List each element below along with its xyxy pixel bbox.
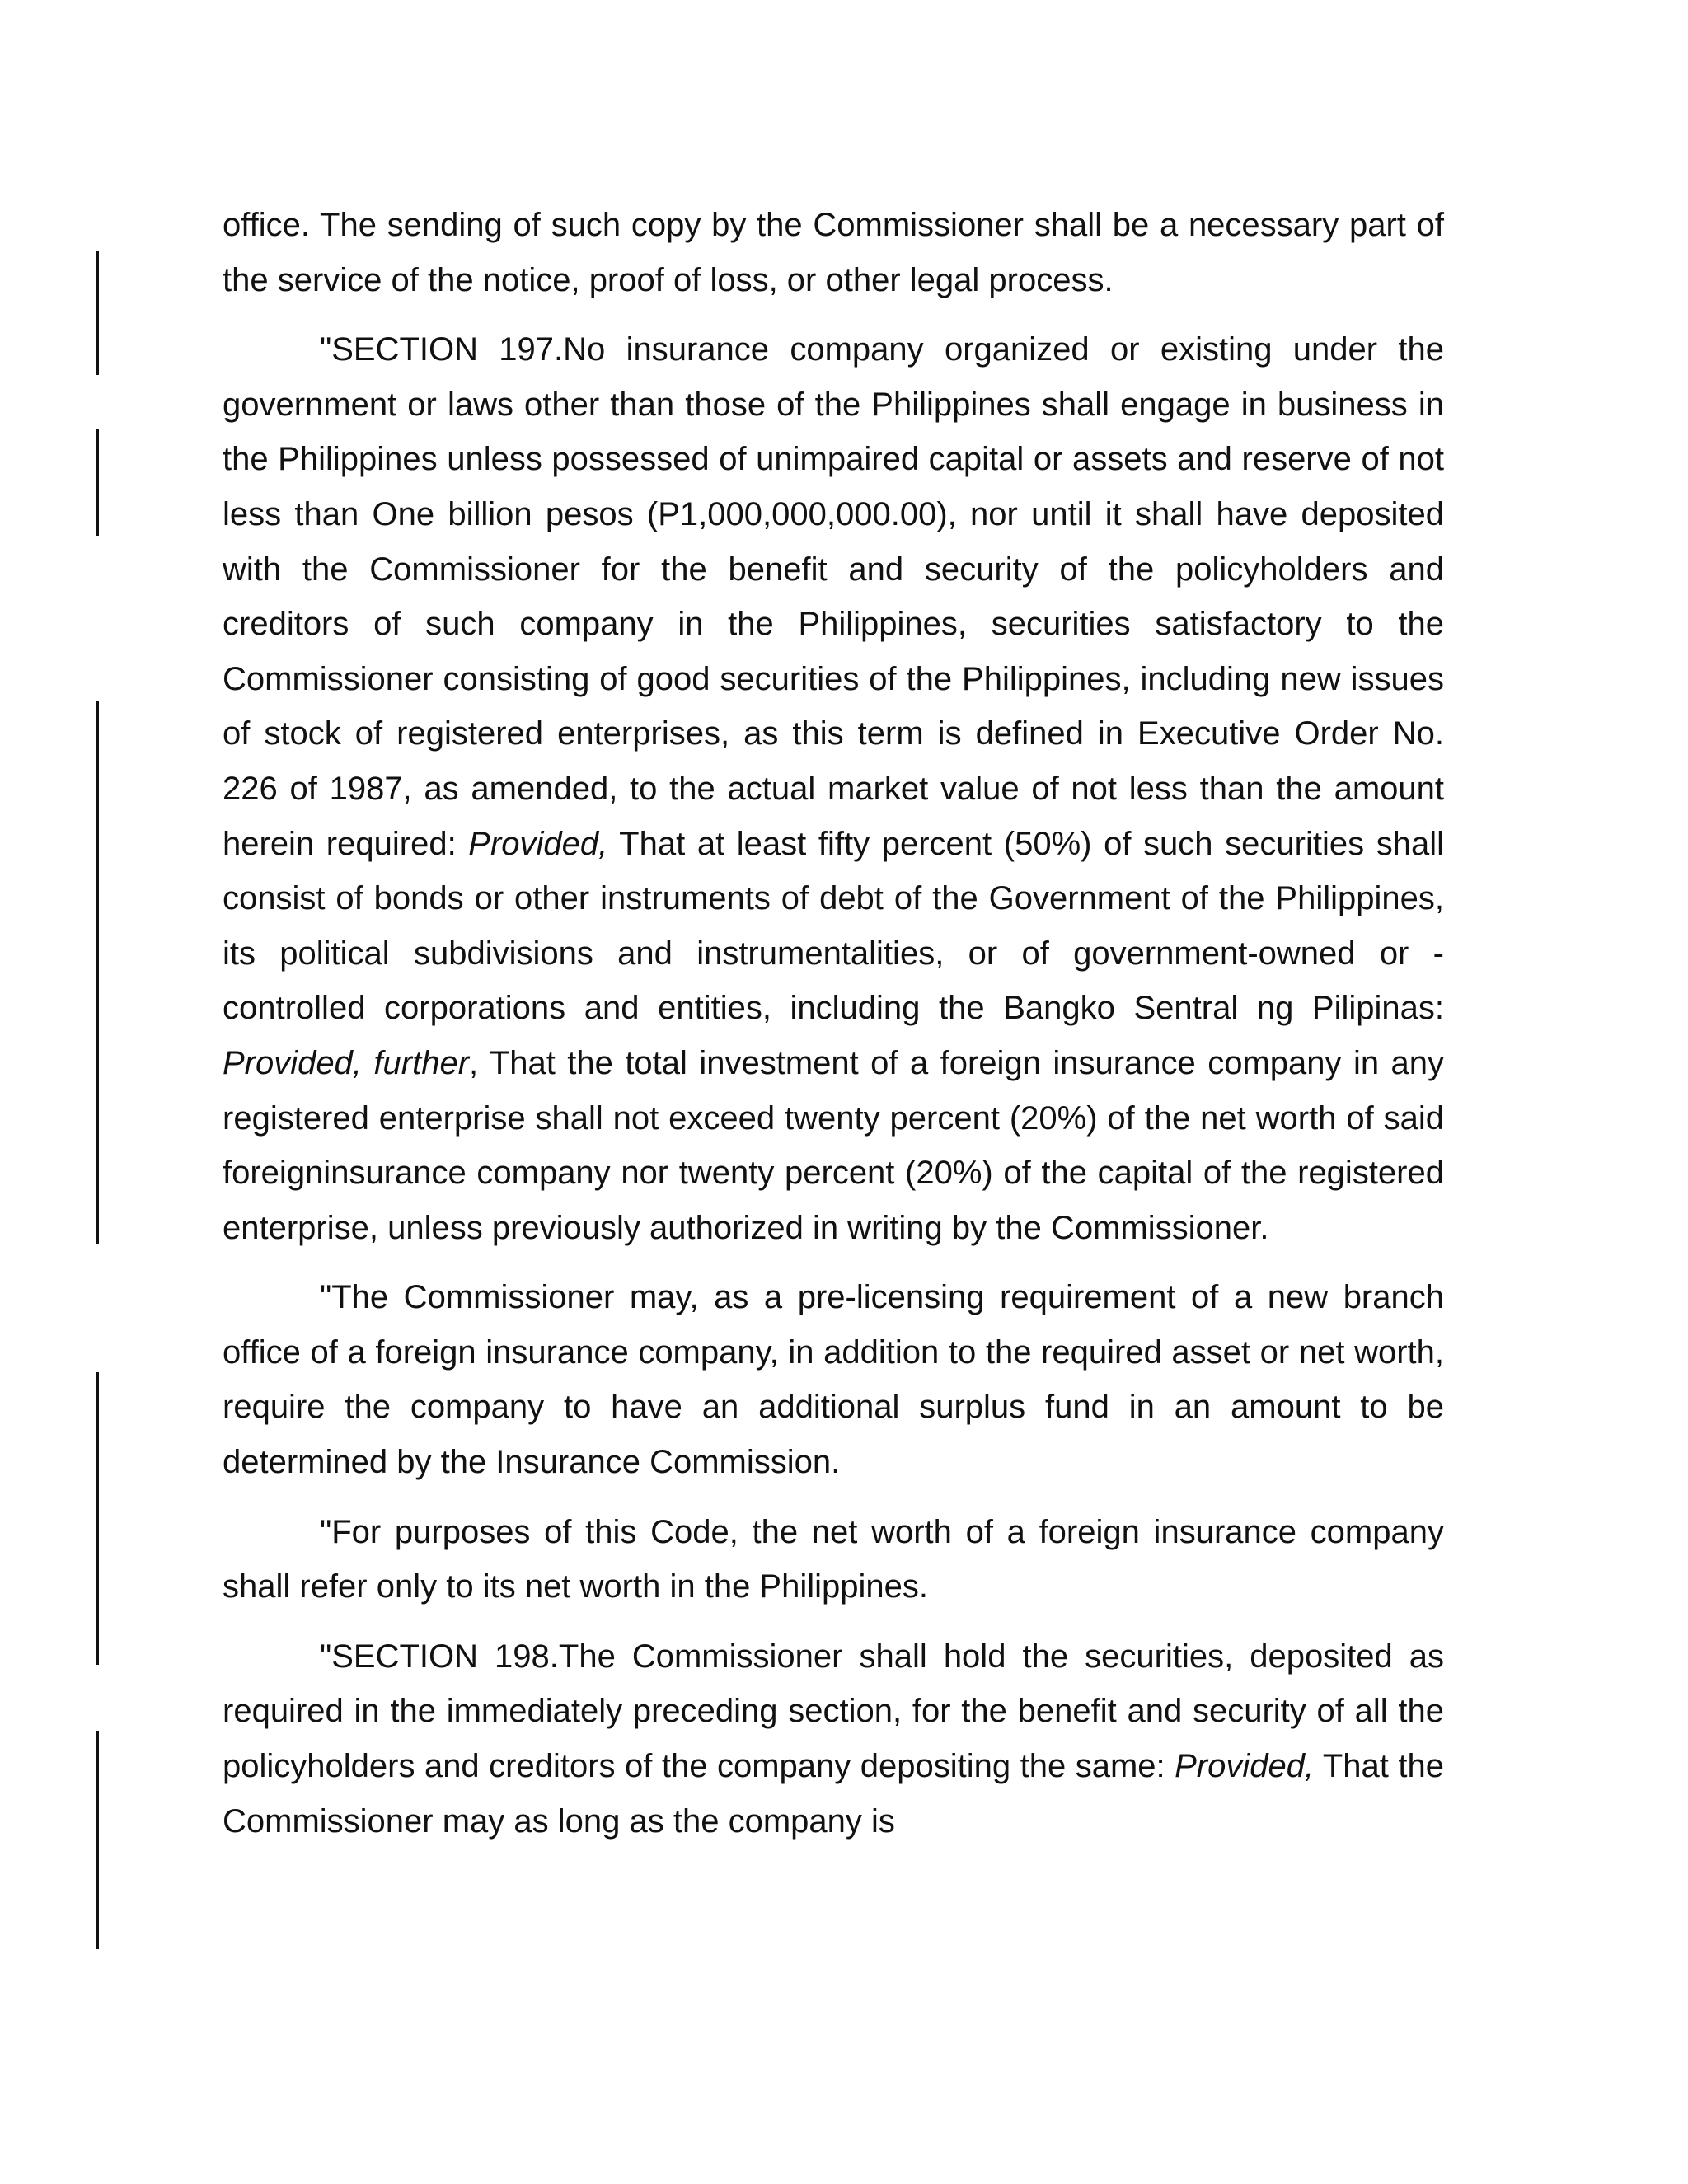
italic-proviso: Provided, further — [223, 1044, 470, 1081]
revision-bar — [96, 251, 99, 375]
italic-proviso: Provided, — [468, 825, 608, 862]
paragraph-net-worth: "For purposes of this Code, the net worth of a foreign insurance company shall refer only to its net worth in the Philippines. — [223, 1513, 1444, 1605]
paragraph-section-198: "SECTION 198.The Commissioner shall hold the securities, deposited as required in the immediately preceding section, for the benefit and security of all the policyholders and creditors of the company depositing the same: Provided, That the Commissioner may as long as the company is — [223, 1638, 1444, 1840]
revision-bar — [96, 1731, 99, 1949]
body-text — [223, 198, 1444, 1863]
revision-bar — [96, 429, 99, 536]
paragraph-continuation: office. The sending of such copy by the Commissioner shall be a necessary part of the service of the notice, proof of loss, or other legal process. — [223, 207, 1444, 298]
paragraph-pre-licensing: "The Commissioner may, as a pre-licensing requirement of a new branch office of a foreign insurance company, in addition to the required asset or net worth, require the company to have an additional surplus fund in an amount to be determined by the Insurance Commission. — [223, 1279, 1444, 1481]
italic-proviso: Provided, — [1175, 1748, 1315, 1785]
revision-bar — [96, 701, 99, 1244]
revision-bar — [96, 1372, 99, 1665]
paragraph-section-197: "SECTION 197.No insurance company organized or existing under the government or laws other than those of the Philippines shall engage in business in the Philippines unless possessed of unimpaired capital or assets and reserve of not less than One billion pesos (P1,000,000,000.00), nor until it shall have deposited with the Commissioner for the benefit and security of the policyholders and creditors of such company in the Philippines, securities satisfactory to the Commissioner consisting of good securities of the Philippines, including new issues of stock of registered enterprises, as this term is defined in Executive Order No. 226 of 1987, as amended, to the actual market value of not less than the amount herein required: Provided, That at least fifty percent (50%) of such securities shall consist of bonds or other instruments of debt of the Government of the Philippines, its political subdivisions and instrumentalities, or of government-owned or -controlled corporations and entities, including the Bangko Sentral ng Pilipinas: Provided, further, That the total investment of a foreign insurance company in any registered enterprise shall not exceed twenty percent (20%) of the net worth of said foreigninsurance company nor twenty percent (20%) of the capital of the registered enterprise, unless previously authorized in writing by the Commissioner. — [223, 331, 1444, 1246]
